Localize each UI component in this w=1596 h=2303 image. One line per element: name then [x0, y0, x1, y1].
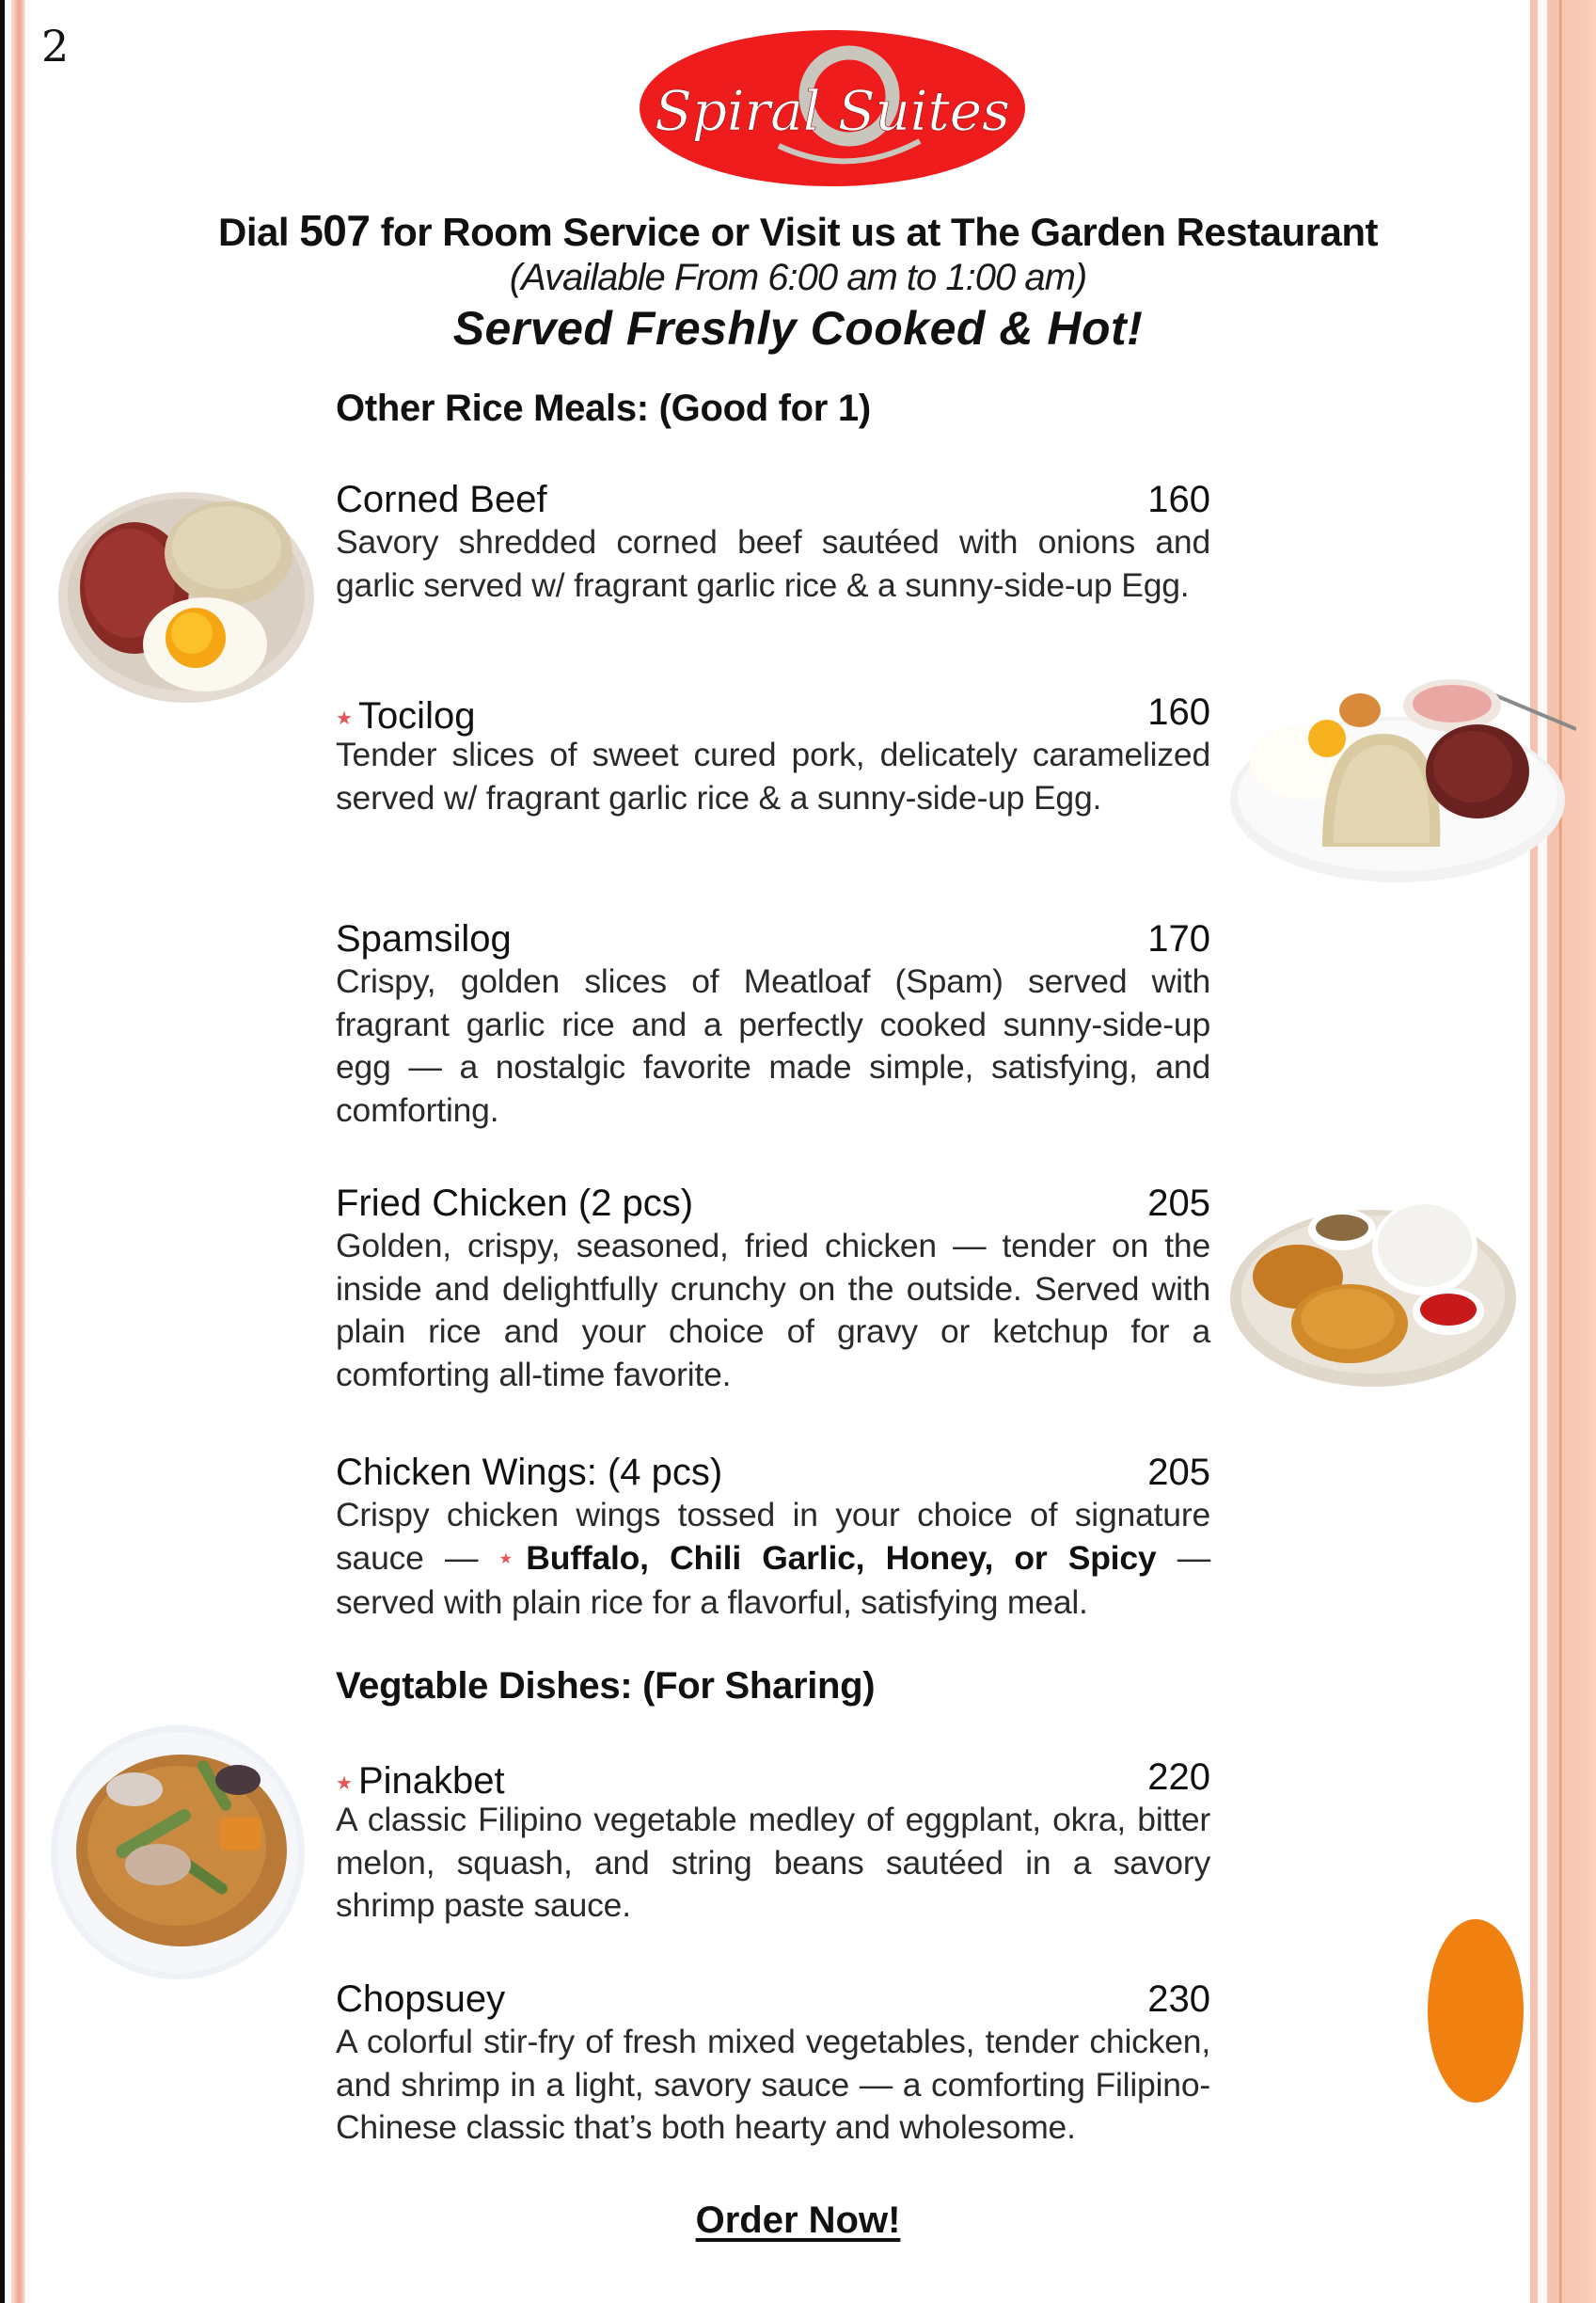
- menu-item-pinakbet[interactable]: [336, 1755, 1210, 1928]
- tocilog-plate-icon: [1228, 659, 1576, 889]
- item-name: Tocilog: [357, 695, 476, 737]
- menu-item-fried-chicken[interactable]: [336, 1182, 1210, 1396]
- item-description: A classic Filipino vegetable medley of eggplant, okra, bitter melon, squash, and string beans sautéed in a savory shrimp paste sauce.: [336, 1801, 1210, 1924]
- section-title-rice-meals: Other Rice Meals: (Good for 1): [336, 388, 871, 429]
- menu-item-chicken-wings[interactable]: [336, 1451, 1210, 1624]
- star-icon: ★: [498, 1551, 525, 1568]
- page-number: 2: [41, 21, 70, 71]
- star-icon: ★: [336, 708, 353, 729]
- item-name: Pinakbet: [357, 1760, 505, 1802]
- availability-hours: (Available From 6:00 am to 1:00 am): [509, 257, 1087, 298]
- order-now-cta[interactable]: [0, 2200, 1596, 2242]
- item-name: Chopsuey: [336, 1978, 506, 2020]
- item-description: Crispy, golden slices of Meatloaf (Spam) served with fragrant garlic rice and a perfectly cooked sunny-side-up egg — a nostalgic favorite made simple, satisfying, and comforting.: [336, 962, 1210, 1129]
- menu-item-corned-beef[interactable]: [336, 478, 1210, 607]
- corned-beef-plate-icon: [55, 480, 318, 710]
- sauce-options: Buffalo, Chili Garlic, Honey, or Spicy: [526, 1538, 1157, 1577]
- desc-before: Crispy chicken wings tossed in your choice of signature sauce —: [336, 1496, 1210, 1577]
- item-description: [336, 1494, 1210, 1624]
- logo-text: Spiral Suites: [655, 79, 1010, 143]
- item-name: Chicken Wings: (4 pcs): [336, 1452, 723, 1493]
- section-title-vegetable-dishes: Vegtable Dishes: (For Sharing): [336, 1665, 876, 1707]
- item-name: Corned Beef: [336, 479, 547, 520]
- item-price: 230: [1147, 1978, 1210, 2020]
- item-description: Tender slices of sweet cured pork, delicately caramelized served w/ fragrant garlic rice & a sunny-side-up Egg.: [336, 736, 1210, 817]
- item-price: 205: [1147, 1183, 1210, 1224]
- item-price: 170: [1147, 918, 1210, 960]
- item-description: Savory shredded corned beef sautéed with onions and garlic served w/ fragrant garlic rice & a sunny-side-up Egg.: [336, 523, 1210, 604]
- desc-after: — served with plain rice for a flavorful, satisfying meal.: [336, 1538, 1211, 1621]
- star-icon: ★: [336, 1773, 353, 1794]
- orange-oval-decoration: [1428, 1919, 1524, 2103]
- order-now-label[interactable]: Order Now!: [695, 2200, 901, 2241]
- item-price: 160: [1147, 479, 1210, 520]
- menu-item-chopsuey[interactable]: [336, 1977, 1210, 2150]
- dial-number: 507: [299, 206, 371, 255]
- item-price: 220: [1147, 1756, 1210, 1798]
- menu-item-spamsilog[interactable]: [336, 917, 1210, 1132]
- item-price: 160: [1147, 691, 1210, 733]
- menu-item-tocilog[interactable]: [336, 691, 1210, 819]
- fried-chicken-plate-icon: [1227, 1197, 1519, 1390]
- room-service-line: [0, 205, 1596, 256]
- item-price: 205: [1147, 1452, 1210, 1493]
- dial-prefix: Dial: [218, 210, 290, 254]
- spiral-suites-logo: [638, 28, 1027, 188]
- tagline: Served Freshly Cooked & Hot!: [452, 302, 1144, 355]
- dial-suffix: for Room Service or Visit us at The Garden Restaurant: [380, 210, 1378, 254]
- item-name: Spamsilog: [336, 918, 512, 960]
- item-description: A colorful stir-fry of fresh mixed vegetables, tender chicken, and shrimp in a light, savory sauce — a comforting Filipino-Chinese classic that’s both hearty and wholesome.: [336, 2023, 1210, 2146]
- pinakbet-bowl-icon: [45, 1723, 310, 1982]
- item-name: Fried Chicken (2 pcs): [336, 1183, 694, 1224]
- item-description: Golden, crispy, seasoned, fried chicken — tender on the inside and delightfully crunchy on the outside. Served with plain rice and your choice of gravy or ketchup for a comforting all-time favorite.: [336, 1227, 1210, 1393]
